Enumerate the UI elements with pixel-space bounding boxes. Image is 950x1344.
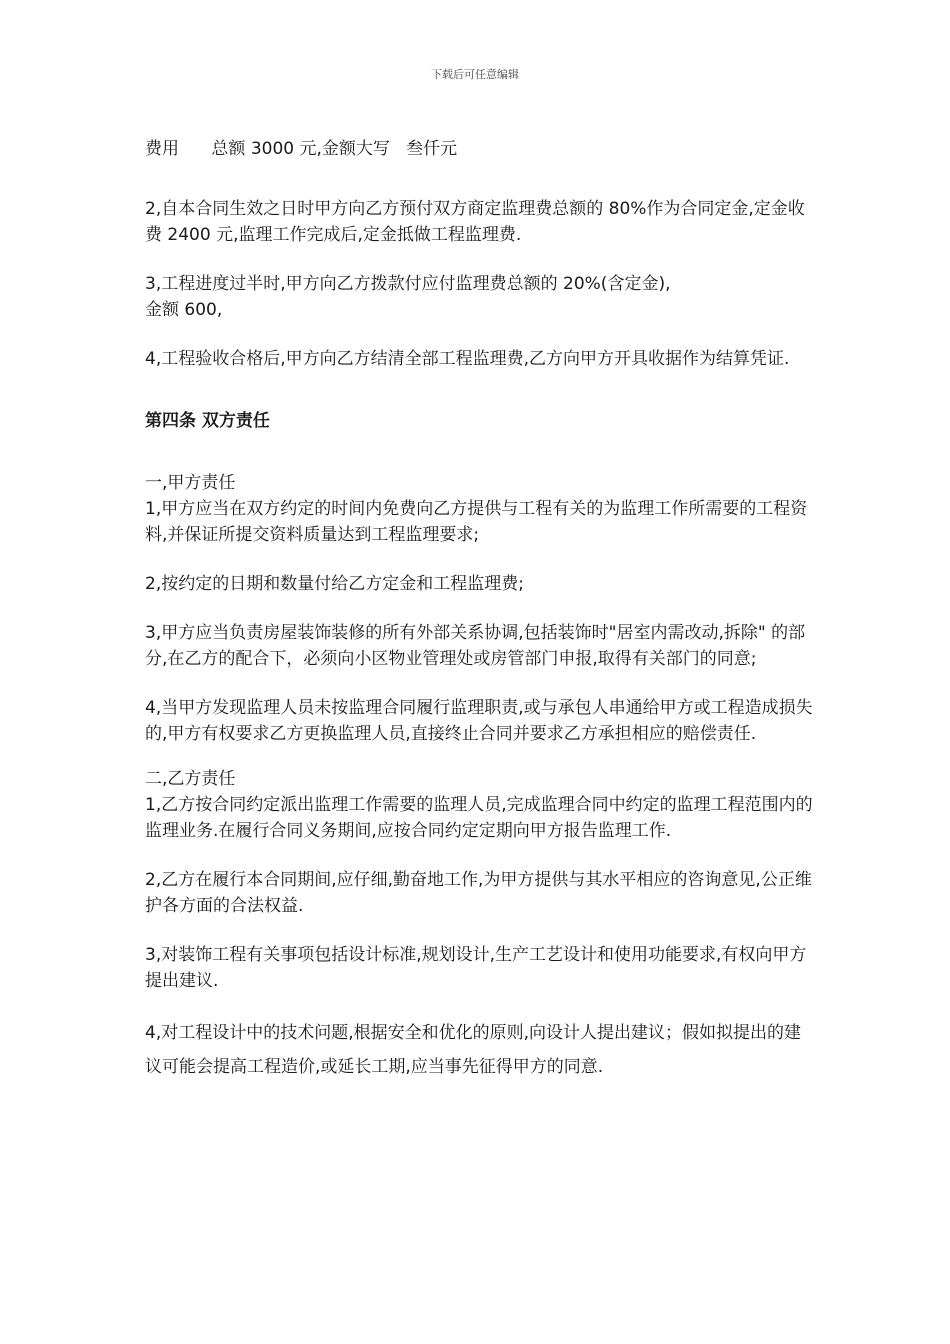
page-header: 下载后可任意编辑: [431, 68, 519, 81]
party-a-title: 一,甲方责任: [145, 473, 236, 493]
payment-clause-4: 4,工程验收合格后,甲方向乙方结清全部工程监理费,乙方向甲方开具收据作为结算凭证.: [145, 349, 790, 369]
payment-clause-3-line2: 金额 600,: [145, 300, 223, 320]
payment-clause-2: 2,自本合同生效之日时甲方向乙方预付双方商定监理费总额的 80%作为合同定金,定金收费 2400 元,监理工作完成后,定金抵做工程监理费.: [145, 199, 805, 245]
party-b-item-2: 2,乙方在履行本合同期间,应仔细,勤奋地工作,为甲方提供与其水平相应的咨询意见,公正维护各方面的合法权益.: [145, 870, 812, 916]
document-body: [145, 136, 813, 1084]
article-4-heading: 第四条 双方责任: [145, 411, 270, 431]
party-b-title: 二,乙方责任: [145, 769, 236, 789]
party-b-section: [145, 766, 813, 1084]
party-a-item-2: 2,按约定的日期和数量付给乙方定金和工程监理费;: [145, 574, 524, 594]
party-a-item-1: 1,甲方应当在双方约定的时间内免费向乙方提供与工程有关的为监理工作所需要的工程资料,并保证所提交资料质量达到工程监理要求;: [145, 499, 808, 545]
payment-clause-3-line1: 3,工程进度过半时,甲方向乙方拨款付应付监理费总额的 20%(含定金),: [145, 274, 671, 294]
fee-total-line: 费用 总额 3000 元,金额大写 叁仟元: [145, 139, 458, 159]
party-a-item-4: 4,当甲方发现监理人员未按监理合同履行监理职责,或与承包人串通给甲方或工程造成损失的,甲方有权要求乙方更换监理人员,直接终止合同并要求乙方承担相应的赔偿责任.: [145, 698, 813, 744]
party-b-item-3: 3,对装饰工程有关事项包括设计标准,规划设计,生产工艺设计和使用功能要求,有权向甲方提出建议.: [145, 945, 807, 991]
party-b-item-4: 4,对工程设计中的技术问题,根据安全和优化的原则,向设计人提出建议；假如拟提出的建议可能会提高工程造价,或延长工期,应当事先征得甲方的同意.: [145, 1023, 802, 1077]
party-a-section: [145, 470, 813, 747]
party-b-item-1: 1,乙方按合同约定派出监理工作需要的监理人员,完成监理合同中约定的监理工程范围内的监理业务.在履行合同义务期间,应按合同约定定期向甲方报告监理工作.: [145, 795, 813, 841]
payment-clause-3: [145, 271, 813, 323]
party-a-item-3: 3,甲方应当负责房屋装饰装修的所有外部关系协调,包括装饰时"居室内需改动,拆除" 的部分,在乙方的配合下，必须向小区物业管理处或房管部门申报,取得有关部门的同意;: [145, 623, 806, 669]
